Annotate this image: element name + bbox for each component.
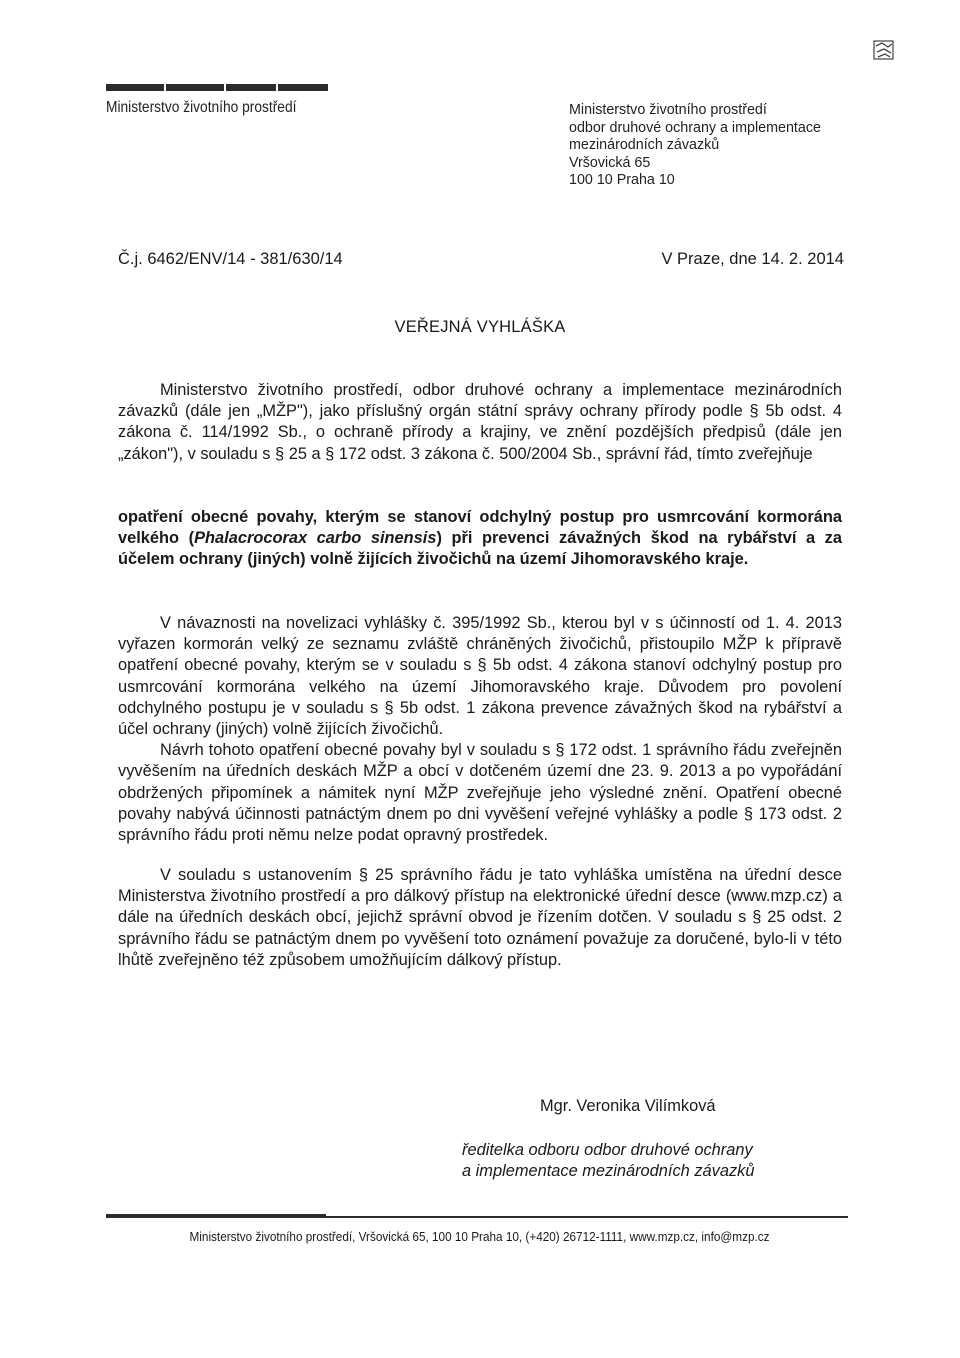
footer-text: Ministerstvo životního prostředí, Vršovická 65, 100 10 Praha 10, (+420) 26712-1111, www.mzp.cz, info@mzp.cz [189, 1230, 771, 1244]
address-line: 100 10 Praha 10 [569, 172, 675, 189]
paragraph: V souladu s ustanovením § 25 správního řádu je tato vyhláška umístěna na úřední desce Ministerstva životního prostředí a pro dálkový přístup na elektronické úřední desce (www.mzp.cz) a dále na úředních deskách obcí, jejichž správní obvod je řízením dotčen. V souladu s § 25 odst. 2 správního řádu se patnáctým dnem po vyvěšení toto oznámení považuje za doručené, bylo-li v této lhůtě zveřejněno též způsobem umožňujícím dálkový přístup. [118, 866, 842, 969]
address-line: mezinárodních závazků [569, 137, 720, 154]
species-name: Phalacrocorax carbo sinensis [194, 529, 437, 548]
measure-text: opatření obecné povahy, kterým se stanoví odchylný postup pro usmrcování kormorána velkého (Phalacrocorax carbo sinensis) při prevenci závažných škod na rybářství a za účelem ochrany (jiných) volně žijících živočichů na území Jihomoravského kraje. [118, 508, 842, 569]
document-title: VEŘEJNÁ VYHLÁŠKA [394, 318, 566, 336]
logo-text: Ministerstvo životního prostředí [106, 99, 297, 116]
reference-line [118, 250, 842, 269]
footer-divider [106, 1216, 848, 1218]
role-line: a implementace mezinárodních závazků [462, 1162, 755, 1181]
document-date: V Praze, dne 14. 2. 2014 [661, 250, 844, 268]
intro-text: Ministerstvo životního prostředí, odbor druhové ochrany a implementace mezinárodních závazků (dále jen „MŽP"), jako příslušný orgán státní správy ochrany přírody podle § 5b odst. 4 zákona č. 114/1992 Sb., o ochraně přírody a krajiny, ve znění pozdějších předpisů (dále jen „zákon"), v souladu s § 25 a § 172 odst. 3 zákona č. 500/2004 Sb., správní řád, tímto zveřejňuje [118, 381, 842, 463]
address-line: Ministerstvo životního prostředí [569, 102, 767, 118]
signatory-role [462, 1140, 754, 1182]
publication-section [118, 865, 842, 971]
signatory-name: Mgr. Veronika Vilímková [540, 1097, 716, 1115]
scan-stamp-icon [872, 38, 896, 62]
logo-bar [106, 84, 328, 91]
footer [0, 1230, 960, 1244]
sender-address [569, 102, 821, 190]
role-line: ředitelka odboru odbor druhové ochrany [462, 1141, 753, 1159]
address-line: odbor druhové ochrany a implementace [569, 119, 821, 136]
paragraph: Návrh tohoto opatření obecné povahy byl v souladu s § 172 odst. 1 správního řádu zveřejněn vyvěšením na úředních deskách MŽP a obcí v dotčeném území dne 23. 9. 2013 a po vypořádání obdržených připomínek a námitek nyní MŽP zveřejňuje jeho výsledné znění. Opatření obecné povahy nabývá účinnosti patnáctým dnem po dni vyvěšení veřejné vyhlášky a podle § 173 odst. 2 správního řádu proti němu nelze podat opravný prostředek. [118, 741, 842, 845]
reference-number: Č.j. 6462/ENV/14 - 381/630/14 [118, 250, 343, 268]
intro-paragraph [118, 380, 842, 465]
address-line: Vršovická 65 [569, 154, 651, 171]
measure-statement [118, 507, 842, 571]
ministry-logo [106, 84, 328, 117]
paragraph: V návaznosti na novelizaci vyhlášky č. 395/1992 Sb., kterou byl v s účinností od 1. 4. 2013 vyřazen kormorán velký ze seznamu zvláště chráněných živočichů, přistoupilo MŽP k přípravě opatření obecné povahy, kterým se v souladu s § 5b odst. 4 zákona stanoví odchylný postup pro usmrcování kormorána velkého na území Jihomoravského kraje. Důvodem pro povolení odchylného postupu je v souladu s § 5b odst. 1 zákona prevence závažných škod na rybářství a účel ochrany (jiných) volně žijících živočichů. [118, 614, 842, 739]
explanation-section [118, 613, 842, 846]
